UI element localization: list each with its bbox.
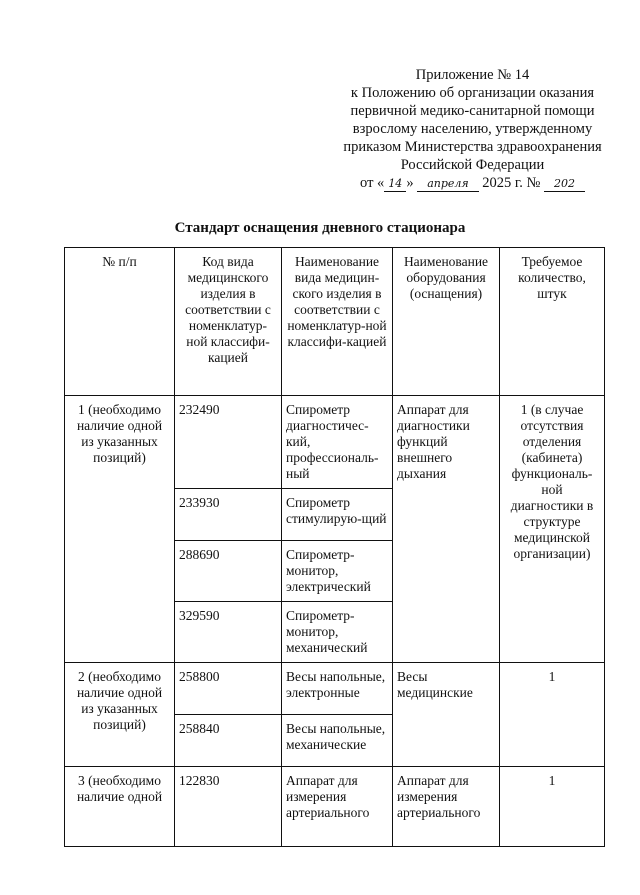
group-number-cell: 1 (необходимо наличие одной из указанных позиций) — [65, 396, 175, 663]
device-name-cell: Аппарат для измерения артериального — [282, 767, 393, 847]
annex-line: первичной медико-санитарной помощи — [350, 103, 595, 119]
date-mid: » — [406, 175, 414, 191]
quantity-cell: 1 — [500, 663, 605, 767]
group-number-cell: 3 (необходимо наличие одной — [65, 767, 175, 847]
device-name-cell: Спирометр-монитор, механический — [282, 602, 393, 663]
handwritten-order-number: 202 — [544, 177, 585, 192]
handwritten-day: 14 — [384, 177, 406, 192]
annex-line: к Положению об организации оказания — [350, 85, 595, 101]
date-prefix: от « — [360, 175, 385, 191]
order-date-line — [330, 174, 615, 192]
code-cell: 329590 — [175, 602, 282, 663]
device-name-cell: Спирометр диагностичес-кий, профессиональ-ный — [282, 396, 393, 489]
device-name-cell: Спирометр-монитор, электрический — [282, 541, 393, 602]
code-cell: 258840 — [175, 715, 282, 767]
quantity-cell: 1 (в случае отсутствия отделения (кабинета) функциональ-ной диагностики в структуре медицинской организации) — [500, 396, 605, 663]
group-number-cell: 2 (необходимо наличие одной из указанных позиций) — [65, 663, 175, 767]
code-cell: 258800 — [175, 663, 282, 715]
code-cell: 232490 — [175, 396, 282, 489]
equipment-cell: Аппарат для диагностики функций внешнего дыхания — [393, 396, 500, 663]
equipment-cell: Аппарат для измерения артериального — [393, 767, 500, 847]
annex-line: приказом Министерства здравоохранения — [343, 139, 602, 155]
annex-header — [330, 66, 615, 192]
code-cell: 122830 — [175, 767, 282, 847]
equipment-cell: Весы медицинские — [393, 663, 500, 767]
document-title: Стандарт оснащения дневного стационара — [174, 220, 466, 236]
table-header-row — [65, 248, 605, 396]
header-cell-equipment: Наименование оборудования (оснащения) — [393, 248, 500, 396]
header-cell-quantity: Требуемое количество, штук — [500, 248, 605, 396]
header-cell-code: Код вида медицинского изделия в соответствии с номенклатур-ной классифи-кацией — [175, 248, 282, 396]
handwritten-month: апреля — [417, 177, 478, 192]
device-name-cell: Весы напольные, электронные — [282, 663, 393, 715]
table-row — [65, 663, 605, 715]
header-cell-device-name: Наименование вида медицин-ского изделия в соответствии с номенклатур-ной классифи-кацией — [282, 248, 393, 396]
equipment-standard-table — [64, 247, 605, 847]
header-cell-number: № п/п — [65, 248, 175, 396]
annex-title: Приложение № 14 — [415, 67, 530, 83]
date-year: 2025 г. № — [482, 175, 541, 191]
table-row — [65, 767, 605, 847]
device-name-cell: Спирометр стимулирую-щий — [282, 489, 393, 541]
table-row — [65, 396, 605, 489]
code-cell: 288690 — [175, 541, 282, 602]
annex-line: Российской Федерации — [400, 157, 545, 173]
code-cell: 233930 — [175, 489, 282, 541]
device-name-cell: Весы напольные, механические — [282, 715, 393, 767]
annex-line: взрослому населению, утвержденному — [352, 121, 593, 137]
quantity-cell: 1 — [500, 767, 605, 847]
